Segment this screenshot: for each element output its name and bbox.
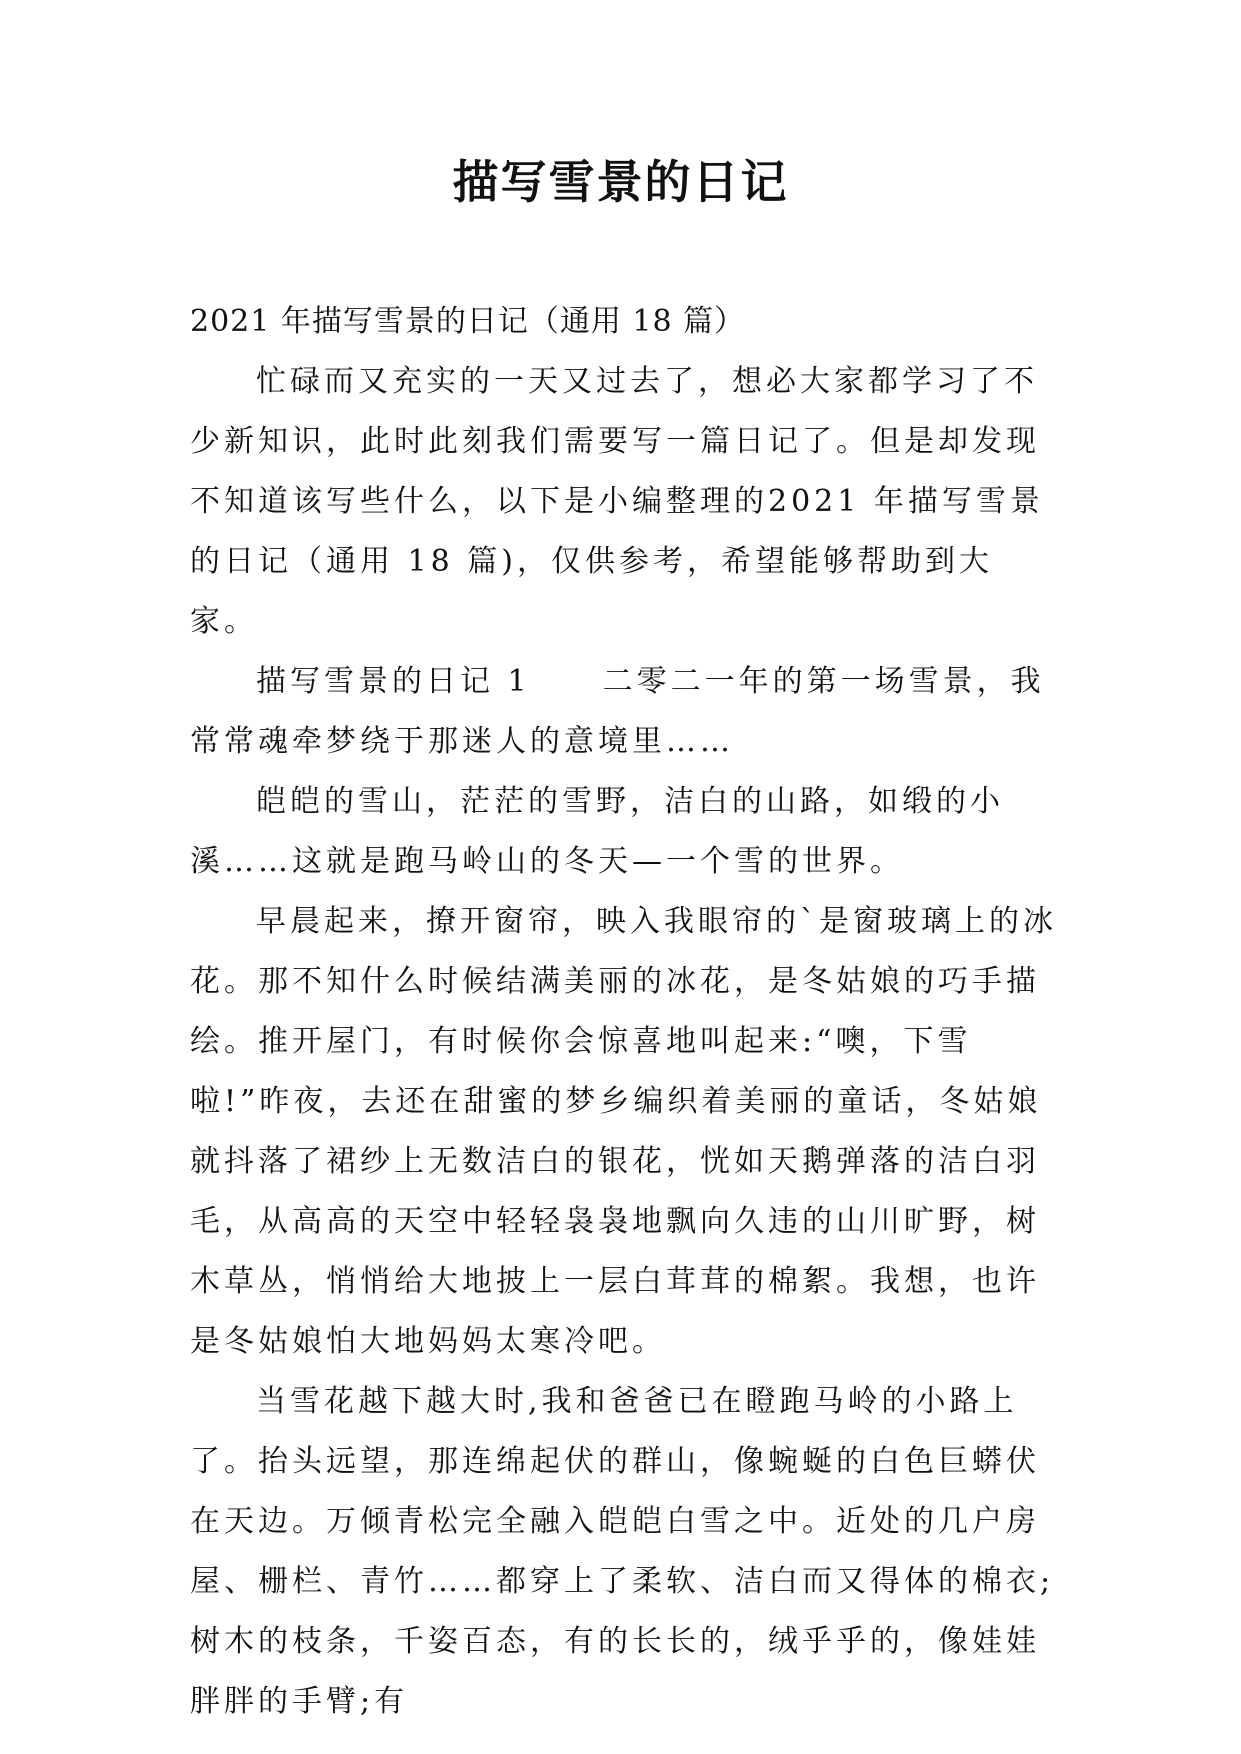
intro-paragraph: 忙碌而又充实的一天又过去了，想必大家都学习了不少新知识，此时此刻我们需要写一篇日记了。但是却发现不知道该写些什么，以下是小编整理的2021 年描写雪景的日记（通用 18 篇)，仅供参考，希望能够帮助到大家。 [190, 364, 1044, 639]
document-subtitle: 2021 年描写雪景的日记（通用 18 篇） [190, 304, 746, 339]
body-paragraph: 早晨起来，撩开窗帘，映入我眼帘的`是窗玻璃上的冰花。那不知什么时候结满美丽的冰花，是冬姑娘的巧手描绘。推开屋门，有时候你会惊喜地叫起来:“噢，下雪啦!”昨夜，去还在甜蜜的梦乡编织着美丽的童话，冬姑娘就抖落了裙纱上无数洁白的银花，恍如天鹅弹落的洁白羽毛，从高高的天空中轻轻袅袅地飘向久违的山川旷野，树木草丛，悄悄给大地披上一层白茸茸的棉絮。我想，也许是冬姑娘怕大地妈妈太寒冷吧。 [190, 904, 1057, 1359]
entry-opening-text: 二零二一年的第一场雪景，我常常魂牵梦绕于那迷人的意境里…… [190, 664, 1045, 759]
entry-1-opening [190, 652, 1060, 772]
document-body [190, 292, 1060, 1732]
body-paragraph: 当雪花越下越大时,我和爸爸已在瞪跑马岭的小路上了。抬头远望，那连绵起伏的群山，像蜿蜒的白色巨蟒伏在天边。万倾青松完全融入皑皑白雪之中。近处的几户房屋、栅栏、青竹……都穿上了柔软、洁白而又得体的棉衣;树木的枝条，千姿百态，有的长长的，绒乎乎的，像娃娃胖胖的手臂;有 [190, 1384, 1055, 1719]
entry-heading: 描写雪景的日记 1 [256, 664, 531, 699]
page-title: 描写雪景的日记 [452, 155, 789, 209]
body-paragraph: 皑皑的雪山，茫茫的雪野，洁白的山路，如缎的小溪……这就是跑马岭山的冬天—一个雪的世界。 [190, 784, 1004, 879]
